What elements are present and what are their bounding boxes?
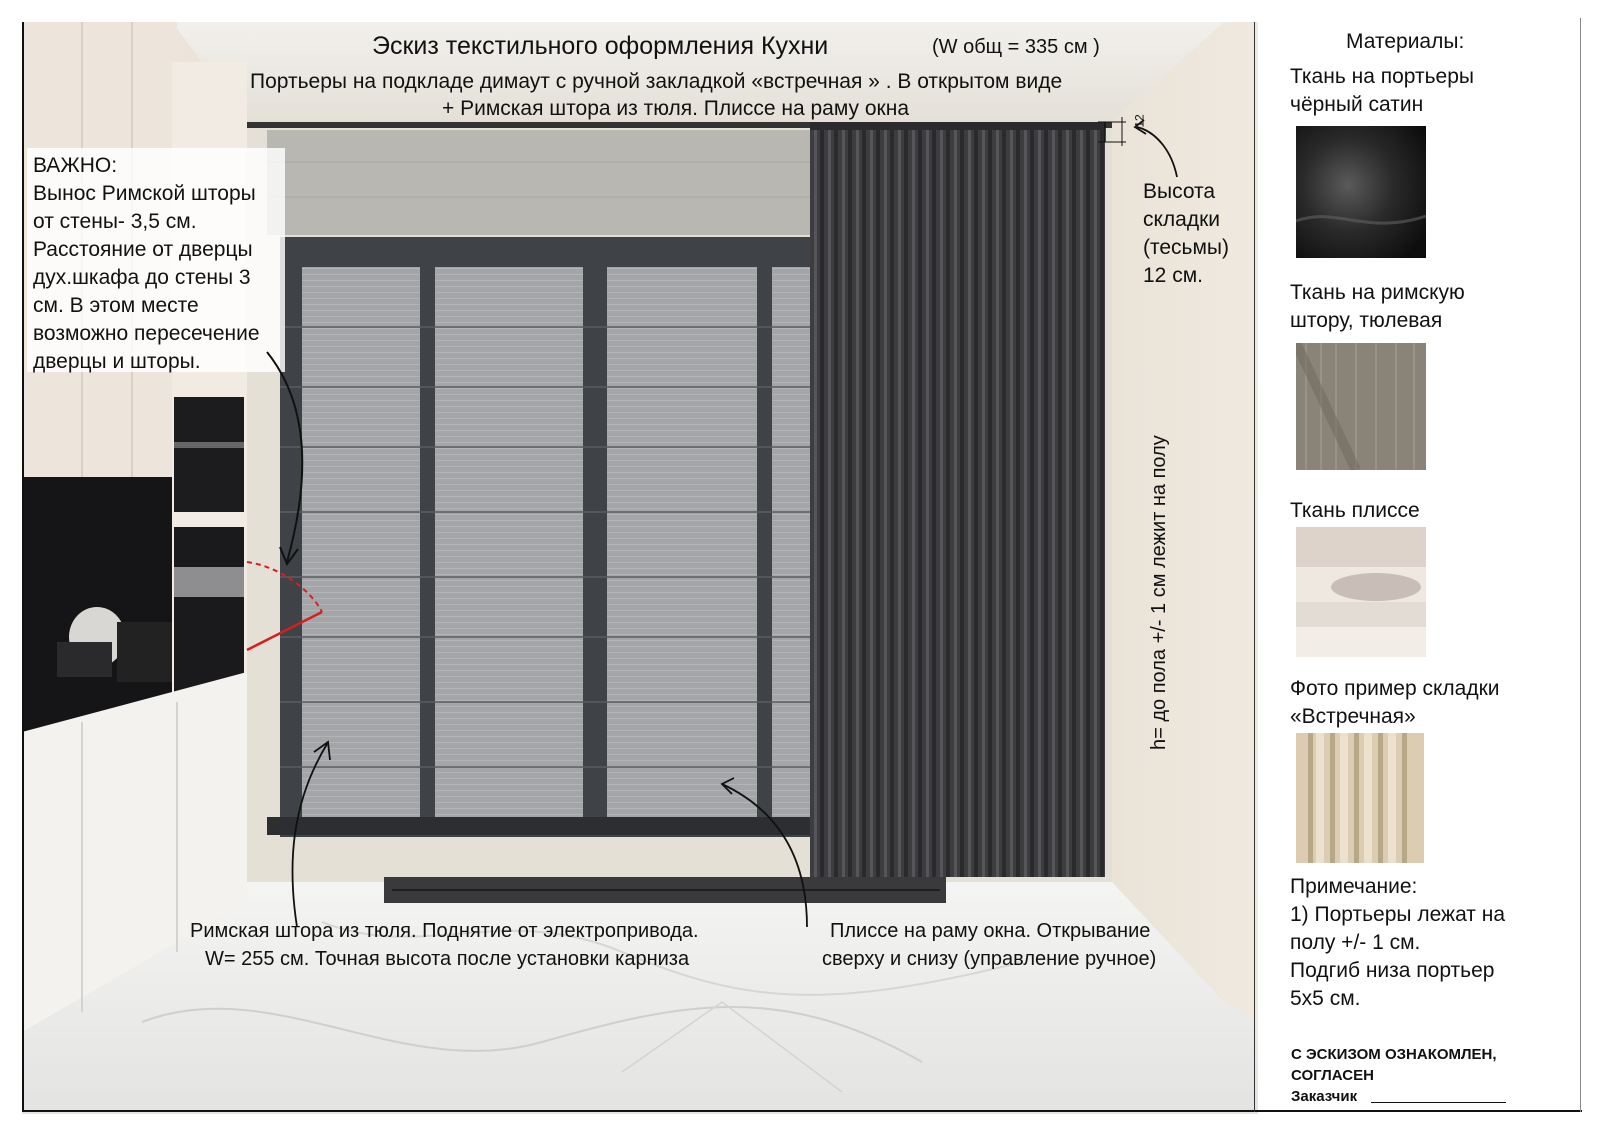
plisse-note-line-1: Плиссе на раму окна. Открывание <box>830 920 1151 942</box>
important-line: Расстояние от дверцы <box>33 238 253 261</box>
approval-block <box>1291 1044 1581 1107</box>
materials-heading: Материалы: <box>1346 30 1465 53</box>
fold-line: (тесьмы) <box>1143 236 1230 259</box>
sheet-frame-right <box>1580 18 1581 1112</box>
approval-line-2: СОГЛАСЕН <box>1291 1067 1374 1084</box>
material-label: «Встречная» <box>1290 705 1416 728</box>
important-line: дверцы и шторы. <box>33 350 201 373</box>
material-label: Фото пример складки <box>1290 677 1500 700</box>
fold-height-note <box>1143 178 1253 290</box>
important-line: возможно пересечение <box>33 322 260 345</box>
black-satin-swatch <box>1296 126 1426 258</box>
roman-blind-note-line-2: W= 255 см. Точная высота после установки карниза <box>205 948 690 970</box>
important-heading: ВАЖНО: <box>33 154 118 177</box>
material-label: Ткань на римскую <box>1290 281 1465 304</box>
panel-divider <box>1254 22 1255 1112</box>
remark-line: Подгиб низа портьер <box>1290 959 1495 982</box>
fold-line: складки <box>1143 208 1221 231</box>
approval-signature-row <box>1291 1086 1581 1107</box>
fold-line: Высота <box>1143 180 1216 203</box>
material-label: Ткань плиссе <box>1290 499 1420 522</box>
pleat-swatch <box>1296 733 1424 863</box>
remark-block <box>1290 873 1580 1013</box>
important-line: см. В этом месте <box>33 294 199 317</box>
plisse-swatch <box>1296 527 1426 657</box>
important-line: от стены- 3,5 см. <box>33 210 197 233</box>
approval-line-1: С ЭСКИЗОМ ОЗНАКОМЛЕН, <box>1291 1046 1497 1063</box>
signature-line <box>1371 1102 1506 1103</box>
sheet-frame-bottom <box>22 1110 1582 1112</box>
tulle-swatch <box>1296 343 1426 470</box>
plisse-note-line-2: сверху и снизу (управление ручное) <box>822 948 1157 970</box>
material-label: Ткань на портьеры <box>1290 65 1474 88</box>
important-line: Вынос Римской шторы <box>33 182 256 205</box>
important-line: дух.шкафа до стены 3 <box>33 266 251 289</box>
roman-blind-note-line-1: Римская штора из тюля. Поднятие от электропривода. <box>190 920 699 942</box>
height-vertical-note: h= до пола +/- 1 см лежит на полу <box>1148 435 1170 750</box>
material-label: штору, тюлевая <box>1290 309 1443 332</box>
page-title: Эскиз текстильного оформления Кухни <box>372 32 829 60</box>
remark-heading: Примечание: <box>1290 875 1418 898</box>
material-label: чёрный сатин <box>1290 93 1424 116</box>
remark-line: 5х5 см. <box>1290 987 1361 1010</box>
remark-line: полу +/- 1 см. <box>1290 931 1421 954</box>
subtitle-line-1: Портьеры на подкладе димаут с ручной закладкой «встречная » . В открытом виде <box>250 70 1063 93</box>
fold-line: 12 см. <box>1143 264 1203 287</box>
important-note <box>33 152 293 376</box>
customer-label: Заказчик <box>1291 1088 1358 1105</box>
width-note: (W общ = 335 см ) <box>932 36 1100 58</box>
sheet-frame-left <box>22 22 24 1112</box>
subtitle-line-2: + Римская штора из тюля. Плиссе на раму окна <box>442 97 910 120</box>
remark-line: 1) Портьеры лежат на <box>1290 903 1506 926</box>
fold-dimension-label: 12 <box>1132 114 1147 128</box>
